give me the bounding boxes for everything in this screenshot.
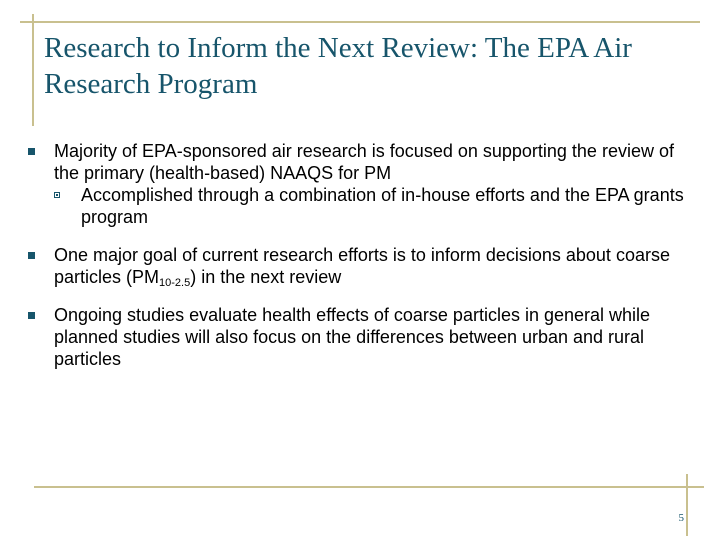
subbullet-text-1: Accomplished through a combination of in-house efforts and the EPA grants program (81, 185, 684, 227)
bullet-text-3: Ongoing studies evaluate health effects of coarse particles in general while planned studies will also focus on the differences between urban and rural particles (54, 305, 651, 369)
top-rule (20, 21, 700, 23)
left-rule (32, 14, 34, 126)
bullet-text-2-subscript: 10-2.5 (159, 277, 191, 289)
square-bullet-icon (28, 312, 35, 319)
bottom-right-rule (686, 474, 688, 536)
subbullet-item-1 (54, 184, 700, 228)
slide-title: Research to Inform the Next Review: The EPA Air Research Program (44, 32, 632, 100)
square-bullet-icon (28, 252, 35, 259)
bullet-item-2 (28, 244, 700, 288)
bullet-text-2-before: One major goal of current research efforts is to inform decisions about coarse particles (PM (54, 245, 670, 287)
bottom-rule (34, 486, 704, 488)
bullet-list (28, 140, 700, 370)
bullet-item-3 (28, 304, 700, 370)
page-number: 5 (678, 512, 684, 524)
square-bullet-icon (28, 148, 35, 155)
bullet-text-2-after: ) in the next review (190, 267, 342, 287)
bullet-text-1: Majority of EPA-sponsored air research is focused on supporting the review of the primary (health-based) NAAQS for PM (54, 141, 674, 183)
bullet-item-1 (28, 140, 700, 228)
hollow-square-bullet-icon (54, 192, 60, 198)
